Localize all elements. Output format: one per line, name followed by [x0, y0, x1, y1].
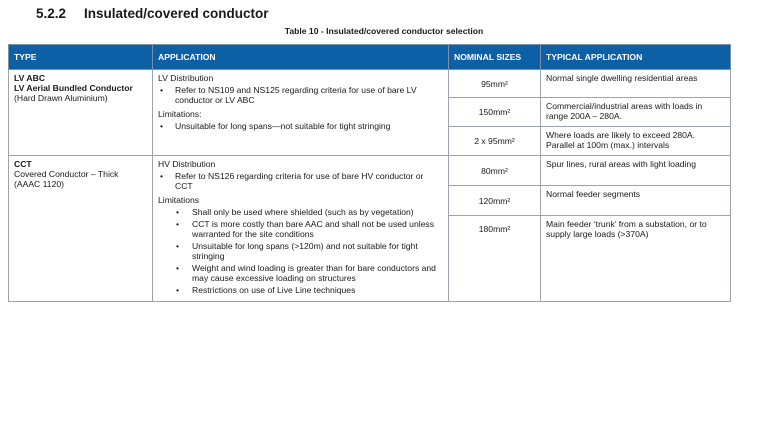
conductor-selection-table	[8, 44, 731, 302]
limitations-list	[158, 121, 443, 131]
list-item: • Restrictions on use of Live Line techniques	[158, 285, 443, 295]
nominal-size: 2 x 95mm²	[449, 127, 541, 156]
nominal-size: 150mm²	[449, 98, 541, 127]
list-item: • Unsuitable for long spans—not suitable for tight stringing	[158, 121, 443, 131]
application-cell-lvabc	[153, 70, 449, 156]
list-item: • Unsuitable for long spans (>120m) and not suitable for tight stringing	[158, 241, 443, 261]
nominal-size: 80mm²	[449, 156, 541, 186]
section-number: 5.2.2	[36, 6, 67, 21]
nominal-size: 180mm²	[449, 216, 541, 302]
type-cell-cct	[9, 156, 153, 302]
limitations-label: Limitations	[158, 195, 200, 205]
typical-application: Where loads are likely to exceed 280A. Parallel at 100m (max.) intervals	[541, 127, 731, 156]
header-application: APPLICATION	[153, 45, 449, 70]
nominal-size: 95mm²	[449, 70, 541, 98]
application-cell-cct	[153, 156, 449, 302]
refer-list	[158, 171, 443, 191]
section-title: Insulated/covered conductor	[84, 6, 269, 21]
distribution-label: LV Distribution	[158, 73, 214, 83]
distribution-label: HV Distribution	[158, 159, 216, 169]
type-name: LV ABC	[14, 73, 46, 83]
header-typical-application: TYPICAL APPLICATION	[541, 45, 731, 70]
type-full-name: LV Aerial Bundled Conductor	[14, 83, 133, 93]
refer-list	[158, 85, 443, 105]
typical-application: Normal feeder segments	[541, 186, 731, 216]
type-material: (AAAC 1120)	[14, 179, 64, 189]
type-full-name: Covered Conductor – Thick	[14, 169, 119, 179]
list-item: • Shall only be used where shielded (such as by vegetation)	[158, 207, 443, 217]
nominal-size: 120mm²	[449, 186, 541, 216]
list-item: • Weight and wind loading is greater than for bare conductors and may cause excessive loading on structures	[158, 263, 443, 283]
type-name: CCT	[14, 159, 32, 169]
type-material: (Hard Drawn Aluminium)	[14, 93, 108, 103]
table-caption: Table 10 - Insulated/covered conductor selection	[284, 26, 484, 36]
table-row	[9, 156, 731, 186]
table-row	[9, 70, 731, 98]
limitations-list	[158, 207, 443, 295]
typical-application: Spur lines, rural areas with light loading	[541, 156, 731, 186]
section-heading	[36, 6, 269, 21]
header-nominal-sizes: NOMINAL SIZES	[449, 45, 541, 70]
limitations-label: Limitations:	[158, 109, 202, 119]
list-item: • Refer to NS126 regarding criteria for use of bare HV conductor or CCT	[158, 171, 443, 191]
type-cell-lvabc	[9, 70, 153, 156]
typical-application: Normal single dwelling residential areas	[541, 70, 731, 98]
typical-application: Commercial/industrial areas with loads in range 200A – 280A.	[541, 98, 731, 127]
table-header-row	[9, 45, 731, 70]
header-type: TYPE	[9, 45, 153, 70]
typical-application: Main feeder ‘trunk’ from a substation, or to supply large loads (>370A)	[541, 216, 731, 302]
list-item: • CCT is more costly than bare AAC and shall not be used unless warranted for the site conditions	[158, 219, 443, 239]
list-item: • Refer to NS109 and NS125 regarding criteria for use of bare LV conductor or LV ABC	[158, 85, 443, 105]
